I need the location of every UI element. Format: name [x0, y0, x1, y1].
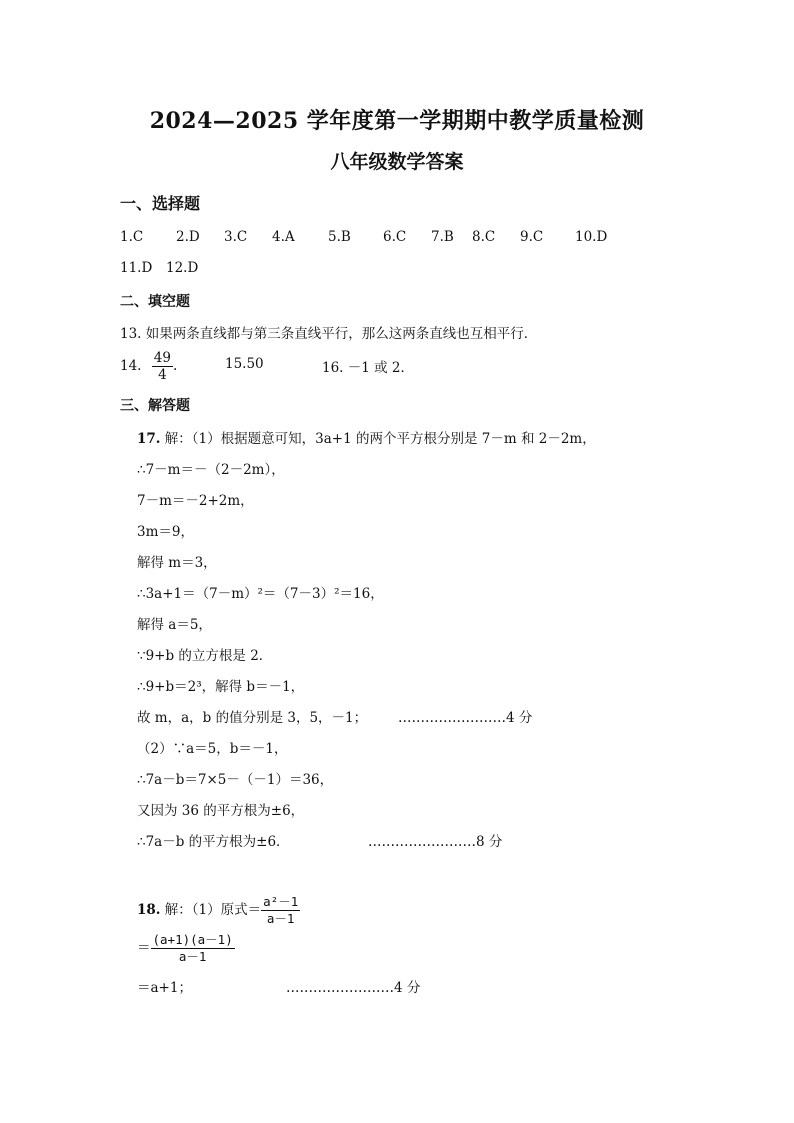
q17-line-8: ∵9+b 的立方根是 2．: [137, 648, 273, 664]
q18-eq: ＝: [137, 940, 151, 956]
answer-item: 4.A: [272, 229, 295, 245]
answer-item: 7.B: [431, 229, 454, 245]
q18-frac2-denominator: a－1: [178, 949, 207, 964]
q18-number: 18.: [137, 902, 161, 918]
q18-line-1: [137, 894, 300, 927]
q18-frac1-denominator: a－1: [266, 911, 295, 926]
q18-frac1-numerator: a²－1: [263, 894, 299, 909]
section-heading-choice: 一、选择题: [120, 194, 201, 213]
q17-line-2: ∴7－m＝－（2－2m），: [137, 462, 285, 478]
answer-item: 12.D: [166, 260, 199, 276]
q17-number: 17.: [137, 431, 161, 447]
q17-line-12: ∴7a－b＝7×5－（－1）＝36，: [137, 772, 334, 788]
q17-score-2: ……………………8 分: [368, 834, 503, 850]
q17-line-6: ∴3a+1＝（7－m）²＝（7－3）²＝16，: [137, 586, 384, 602]
q17-line-3: 7－m＝－2+2m，: [137, 493, 254, 509]
answer-item: 11.D: [120, 260, 153, 276]
q17-line-5: 解得 m＝3，: [137, 555, 217, 571]
q14-denominator: 4: [158, 367, 167, 383]
q17-text: 解：（1）根据题意可知，3a+1 的两个平方根分别是 7－m 和 2－2m，: [164, 431, 596, 447]
q18-intro: 解：（1）原式＝: [164, 902, 262, 918]
q17-line-13: 又因为 36 的平方根为±6，: [137, 803, 305, 819]
answer-item: 6.C: [383, 229, 407, 245]
answer-item: 3.C: [224, 229, 248, 245]
page-title: 2024—2025 学年度第一学期期中教学质量检测: [149, 108, 645, 134]
q17-line-10: 故 m，a，b 的值分别是 3，5，－1；: [137, 710, 368, 726]
q17-line-14: ∴7a－b 的平方根为±6．: [137, 834, 290, 850]
section-heading-fill: 二、填空题: [120, 294, 190, 310]
answer-q13: 13. 如果两条直线都与第三条直线平行，那么这两条直线也互相平行．: [120, 326, 538, 342]
answer-item: 9.C: [520, 229, 544, 245]
q17-line-1: [137, 427, 596, 447]
q17-line-9: ∴9+b＝2³，解得 b＝－1，: [137, 679, 305, 695]
q17-line-4: 3m＝9，: [137, 524, 194, 540]
q18-line-2: [137, 932, 235, 965]
q14-label: 14.: [120, 358, 142, 374]
q17-line-7: 解得 a＝5，: [137, 617, 212, 633]
q17-score-1: ……………………4 分: [398, 710, 533, 726]
page-subtitle: 八年级数学答案: [330, 151, 464, 173]
answer-item: 10.D: [575, 229, 608, 245]
section-heading-solve: 三、解答题: [120, 398, 190, 414]
q14-numerator: 49: [153, 350, 171, 366]
answer-q15: 15.50: [225, 356, 264, 372]
answer-item: 8.C: [472, 229, 496, 245]
q18-line-3: ＝a+1；: [137, 980, 192, 996]
answer-q14: [120, 350, 177, 383]
answer-q16: 16. －1 或 2．: [322, 360, 415, 376]
answer-item: 5.B: [328, 229, 351, 245]
q18-frac2-numerator: (a+1)(a－1): [152, 932, 233, 947]
q17-line-11: （2）∵a＝5，b＝－1，: [137, 741, 288, 757]
q14-tail: .: [172, 358, 178, 374]
q18-score-1: ……………………4 分: [286, 980, 421, 996]
answer-item: 1.C: [120, 229, 144, 245]
answer-item: 2.D: [176, 229, 200, 245]
